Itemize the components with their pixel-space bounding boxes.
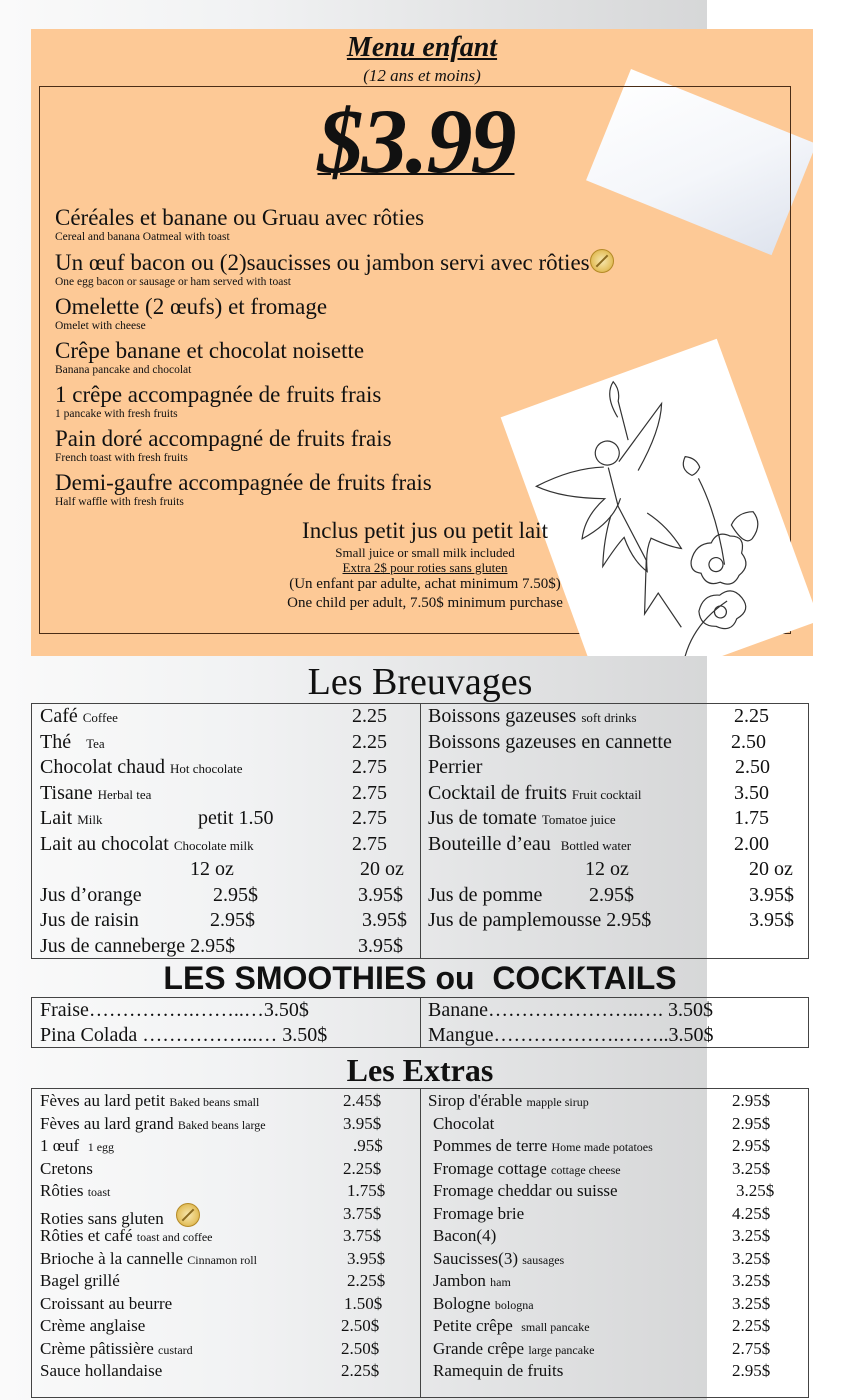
smoothie-name: Pina Colada ……………...… [40, 1024, 283, 1046]
name-fr: Thé [40, 730, 72, 753]
extra-price: 1.75$ [347, 1181, 386, 1200]
beverage-name [40, 806, 103, 832]
name-en: Tea [86, 735, 105, 751]
name-en: Home made potatoes [551, 1140, 653, 1154]
extra-name: Chocolat [433, 1113, 495, 1133]
extra-row [40, 1293, 415, 1316]
beverage-12oz-price: 2.95$ [589, 883, 634, 906]
smoothie-item [40, 1023, 327, 1048]
extra-price: 2.25$ [347, 1271, 386, 1290]
beverage-name [428, 781, 642, 807]
extra-name [40, 1225, 213, 1249]
extra-name: Fromage cheddar ou suisse [433, 1181, 618, 1200]
beverage-name: Perrier [428, 756, 483, 778]
gluten-free-extra-note: Extra 2$ pour roties sans gluten [342, 560, 508, 575]
beverage-name: Jus de canneberge 2.95$ [40, 934, 236, 957]
beverage-name: Jus de raisin [40, 909, 139, 931]
name-en: mapple sirup [526, 1095, 589, 1109]
condition-note-en: One child per adult, 7.50$ minimum purchase [287, 595, 563, 611]
name-fr: Crème pâtissière [40, 1338, 154, 1358]
kids-menu-item [55, 426, 695, 465]
beverage-row [428, 781, 806, 806]
name-en: Herbal tea [97, 786, 152, 802]
name-en: Hot chocolate [169, 761, 243, 776]
name-fr: Brioche à la cannelle [40, 1248, 184, 1268]
column-divider [420, 998, 421, 1047]
name-en: small pancake [521, 1320, 590, 1334]
extra-price: 2.45$ [343, 1091, 382, 1110]
kids-menu-title: Menu enfant [346, 32, 498, 63]
size-header-row [428, 857, 806, 882]
extra-row [40, 1113, 415, 1136]
beverage-row [428, 908, 806, 933]
beverage-name [428, 832, 631, 858]
beverage-name [40, 755, 243, 781]
gluten-free-icon [590, 249, 614, 273]
name-en: toast [87, 1185, 111, 1199]
item-name-fr: Demi-gaufre accompagnée de fruits frais [55, 470, 432, 495]
kids-menu-price [40, 90, 792, 192]
name-fr: Fèves au lard grand [40, 1113, 174, 1133]
kids-menu-item [55, 205, 695, 244]
name-fr: Chocolat chaud [40, 756, 165, 778]
size-20oz-label: 20 oz [360, 858, 404, 880]
extra-row [40, 1225, 415, 1248]
name-en: Milk [77, 812, 103, 827]
name-fr: Grande crêpe [433, 1338, 525, 1358]
name-en: Cinnamon roll [187, 1252, 257, 1267]
extra-row [40, 1203, 415, 1226]
beverages-title: Les Breuvages [307, 661, 533, 703]
name-fr: Tisane [40, 781, 93, 804]
extra-name [428, 1090, 589, 1114]
extra-row [433, 1180, 806, 1203]
extra-price: 3.25$ [732, 1271, 771, 1290]
name-en: sausages [522, 1252, 565, 1267]
beverage-name [40, 730, 105, 756]
extra-price: 3.25$ [732, 1293, 771, 1313]
extra-row [40, 1315, 415, 1338]
name-en: cottage cheese [551, 1162, 621, 1177]
kids-menu-items [55, 205, 695, 514]
extra-row [433, 1225, 806, 1248]
extra-price: 3.95$ [343, 1113, 382, 1133]
extra-price: 4.25$ [732, 1203, 771, 1223]
extra-row [433, 1203, 806, 1226]
beverage-row [428, 883, 806, 908]
extra-price: 2.50$ [341, 1338, 380, 1358]
extra-row [40, 1248, 415, 1271]
extra-name [40, 1180, 110, 1204]
extra-row [433, 1315, 806, 1338]
size-12oz-label: 12 oz [190, 858, 234, 880]
beverage-row [428, 704, 806, 729]
extra-row [433, 1293, 806, 1316]
item-name-en: Half waffle with fresh fruits [55, 496, 184, 508]
beverage-name [40, 704, 118, 730]
beverage-price: 2.75 [352, 807, 387, 829]
extra-price: 3.25$ [732, 1158, 771, 1178]
beverage-row [40, 755, 415, 780]
extra-price: 2.75$ [732, 1338, 771, 1358]
smoothie-price: 3.50$ [282, 1024, 328, 1046]
smoothie-row [40, 998, 415, 1023]
smoothies-title: LES SMOOTHIES ou COCKTAILS [163, 960, 677, 996]
extra-price: 3.75$ [343, 1203, 382, 1223]
extra-row [433, 1135, 806, 1158]
name-fr: Petite crêpe [433, 1316, 513, 1335]
extra-price: 2.95$ [732, 1361, 771, 1380]
column-divider [420, 704, 421, 958]
beverage-row [40, 883, 415, 908]
item-name-en: Cereal and banana Oatmeal with toast [55, 231, 230, 243]
extra-name: Fromage brie [433, 1203, 525, 1223]
beverage-row [40, 730, 415, 755]
beverage-price: 2.25 [734, 705, 769, 727]
beverage-price: 3.50 [734, 781, 769, 804]
extra-row [428, 1090, 806, 1113]
name-en: Baked beans small [169, 1095, 260, 1109]
extra-price: 3.95$ [347, 1248, 386, 1268]
beverage-row [428, 730, 806, 755]
beverage-price: 2.50 [731, 730, 766, 753]
beverage-price: 2.25 [352, 730, 387, 753]
name-en: 1 egg [87, 1140, 115, 1154]
size-20oz-label: 20 oz [749, 858, 793, 880]
extra-name [433, 1158, 621, 1182]
beverage-20oz-price: 3.95$ [358, 934, 403, 957]
item-name-fr: Pain doré accompagné de fruits frais [55, 426, 392, 451]
extras-table [31, 1088, 809, 1398]
extra-price: 3.25$ [732, 1248, 771, 1268]
name-fr: Bologne [433, 1293, 491, 1313]
name-fr: Rôties et café [40, 1226, 133, 1245]
smoothie-name: Fraise…………….……..… [40, 999, 264, 1021]
beverage-row [428, 755, 806, 780]
beverage-row [40, 704, 415, 729]
extra-price: 3.75$ [343, 1226, 382, 1245]
smoothie-row [40, 1023, 415, 1048]
kids-menu-frame [39, 86, 791, 634]
extra-name: Bagel grillé [40, 1271, 120, 1290]
beverage-12oz-price: 2.95$ [210, 909, 255, 931]
item-name-fr: Crêpe banane et chocolat noisette [55, 338, 365, 363]
name-fr: Jambon [433, 1271, 486, 1290]
beverage-price: 2.50 [735, 756, 770, 778]
name-fr: Saucisses(3) [433, 1248, 518, 1268]
extra-row [40, 1360, 415, 1383]
kids-menu-item [55, 249, 695, 289]
smoothie-price: 3.50$ [667, 999, 713, 1021]
column-divider [420, 1089, 421, 1397]
beverage-row [428, 832, 806, 857]
name-en: large pancake [528, 1342, 595, 1357]
extra-price: 2.50$ [341, 1316, 380, 1335]
extra-row [433, 1360, 806, 1383]
name-fr: Fèves au lard petit [40, 1091, 166, 1110]
name-fr: Sirop d'érable [428, 1091, 523, 1110]
kids-menu-price-text: $3.99 [317, 90, 515, 192]
extra-name: Bacon(4) [433, 1226, 497, 1245]
beverages-table [31, 703, 809, 959]
kids-menu-footer [190, 517, 660, 613]
name-en: Bottled water [560, 837, 632, 853]
extra-price: 2.95$ [732, 1091, 771, 1110]
extra-name: Ramequin de fruits [433, 1361, 564, 1380]
beverage-price: 2.25 [352, 705, 387, 727]
beverage-name: Boissons gazeuses en cannette [428, 730, 672, 753]
name-fr: Lait au chocolat [40, 832, 169, 855]
extra-price: 3.25$ [732, 1226, 771, 1245]
name-en: Chocolate milk [173, 837, 254, 853]
extra-row [40, 1158, 415, 1181]
beverage-small-price: petit 1.50 [198, 807, 274, 829]
beverage-20oz-price: 3.95$ [358, 883, 403, 906]
item-name-en: Banana pancake and chocolat [55, 364, 192, 376]
size-header-row [40, 857, 415, 882]
extra-price: 2.95$ [732, 1113, 771, 1133]
kids-menu-item [55, 470, 695, 509]
beverage-20oz-price: 3.95$ [749, 909, 794, 931]
extra-name: Cretons [40, 1158, 93, 1178]
item-name-fr: Omelette (2 œufs) et fromage [55, 294, 328, 319]
item-name-fr: Un œuf bacon ou (2)saucisses ou jambon servi avec rôties [55, 250, 590, 275]
kids-menu-item [55, 338, 695, 377]
extra-row [433, 1338, 806, 1361]
beverage-row [40, 908, 415, 933]
item-name-en: Omelet with cheese [55, 320, 146, 332]
name-fr: Rôties [40, 1181, 84, 1200]
extra-name [433, 1270, 511, 1294]
extra-row [433, 1113, 806, 1136]
name-fr: Cocktail de fruits [428, 781, 567, 804]
beverage-price: 1.75 [734, 807, 769, 829]
extra-name: Sauce hollandaise [40, 1361, 163, 1380]
extra-row [433, 1248, 806, 1271]
beverage-name [428, 806, 616, 832]
item-name-en: One egg bacon or sausage or ham served with toast [55, 276, 291, 288]
extra-name [433, 1293, 534, 1317]
name-fr: Pommes de terre [433, 1136, 548, 1155]
smoothie-row [428, 998, 806, 1023]
included-note-en: Small juice or small milk included [335, 545, 515, 560]
extra-price: 2.25$ [732, 1316, 771, 1335]
name-en: toast and coffee [136, 1230, 213, 1244]
extra-price: .95$ [353, 1136, 383, 1155]
name-en: Tomatoe juice [541, 812, 616, 827]
extra-row [433, 1158, 806, 1181]
beverage-12oz-price: 2.95$ [213, 883, 258, 906]
beverage-price: 2.75 [352, 832, 387, 855]
name-en: custard [158, 1342, 193, 1357]
name-en: Coffee [82, 710, 118, 725]
kids-menu-subtitle: (12 ans et moins) [363, 66, 481, 85]
name-fr: Lait [40, 807, 73, 829]
name-en: Fruit cocktail [571, 786, 642, 802]
extra-price: 2.25$ [343, 1158, 382, 1178]
smoothie-item [428, 1023, 714, 1048]
name-fr: Café [40, 705, 78, 727]
item-name-fr: 1 crêpe accompagnée de fruits frais [55, 382, 382, 407]
smoothies-table [31, 997, 809, 1048]
beverage-name: Jus de pomme [428, 883, 543, 906]
beverage-row [40, 806, 415, 831]
extra-name [40, 1135, 114, 1159]
beverage-name: Jus de pamplemousse 2.95$ [428, 909, 652, 931]
beverage-row [40, 781, 415, 806]
extra-name [433, 1248, 564, 1272]
smoothie-name: Mangue……………….…….. [428, 1024, 669, 1046]
size-12oz-label: 12 oz [585, 858, 629, 880]
item-name-en: French toast with fresh fruits [55, 452, 188, 464]
extra-price: 3.25$ [736, 1181, 775, 1200]
beverage-price: 2.75 [352, 756, 387, 778]
smoothie-item [428, 998, 713, 1023]
item-name-fr-row [55, 249, 695, 276]
smoothie-name: Banane…………………..…. [428, 999, 668, 1021]
extra-row [40, 1338, 415, 1361]
extra-row [40, 1270, 415, 1293]
extra-name: Croissant au beurre [40, 1293, 173, 1313]
smoothie-row [428, 1023, 806, 1048]
extra-name [40, 1248, 257, 1272]
name-en: bologna [494, 1297, 534, 1312]
item-name-fr: Céréales et banane ou Gruau avec rôties [55, 205, 425, 230]
extra-name [40, 1113, 266, 1137]
beverage-name [40, 832, 254, 858]
beverage-row [40, 832, 415, 857]
kids-menu-item [55, 294, 695, 333]
extra-row [40, 1180, 415, 1203]
beverage-name: Jus d’orange [40, 883, 142, 906]
name-en: Baked beans large [177, 1117, 266, 1132]
name-en: ham [490, 1275, 511, 1289]
smoothie-price: 3.50$ [668, 1024, 714, 1046]
kids-menu-item [55, 382, 695, 421]
extra-row [433, 1270, 806, 1293]
beverage-price: 2.00 [734, 832, 769, 855]
name-en: soft drinks [581, 710, 637, 725]
extra-name [40, 1338, 193, 1362]
smoothie-price: 3.50$ [263, 999, 309, 1021]
beverage-row [428, 806, 806, 831]
name-fr: 1 œuf [40, 1136, 80, 1155]
item-name-en: 1 pancake with fresh fruits [55, 408, 178, 420]
beverage-20oz-price: 3.95$ [749, 883, 794, 906]
smoothie-item [40, 998, 309, 1023]
extra-row [40, 1090, 415, 1113]
name-fr: Fromage cottage [433, 1158, 547, 1178]
name-fr: Bouteille d’eau [428, 832, 551, 855]
name-fr: Roties sans gluten [40, 1208, 164, 1228]
included-note-fr: Inclus petit jus ou petit lait [302, 518, 548, 543]
name-fr: Jus de tomate [428, 807, 537, 829]
kids-menu-panel [31, 29, 813, 656]
beverage-price: 2.75 [352, 781, 387, 804]
extra-row [40, 1135, 415, 1158]
extra-name: Crème anglaise [40, 1316, 146, 1335]
extra-price: 2.95$ [732, 1136, 771, 1155]
beverage-name [40, 781, 151, 807]
extra-price: 1.50$ [344, 1293, 383, 1313]
extra-name [433, 1315, 590, 1339]
extra-name [433, 1338, 594, 1362]
beverage-20oz-price: 3.95$ [362, 909, 407, 931]
gluten-free-icon [176, 1203, 200, 1227]
condition-note-fr: (Un enfant par adulte, achat minimum 7.50$) [289, 576, 561, 592]
extras-title: Les Extras [346, 1052, 494, 1088]
extra-name [433, 1135, 653, 1159]
name-fr: Boissons gazeuses [428, 705, 577, 727]
extra-name [40, 1090, 259, 1114]
extra-price: 2.25$ [341, 1361, 380, 1380]
beverage-name [428, 704, 637, 730]
beverage-row [40, 934, 415, 959]
